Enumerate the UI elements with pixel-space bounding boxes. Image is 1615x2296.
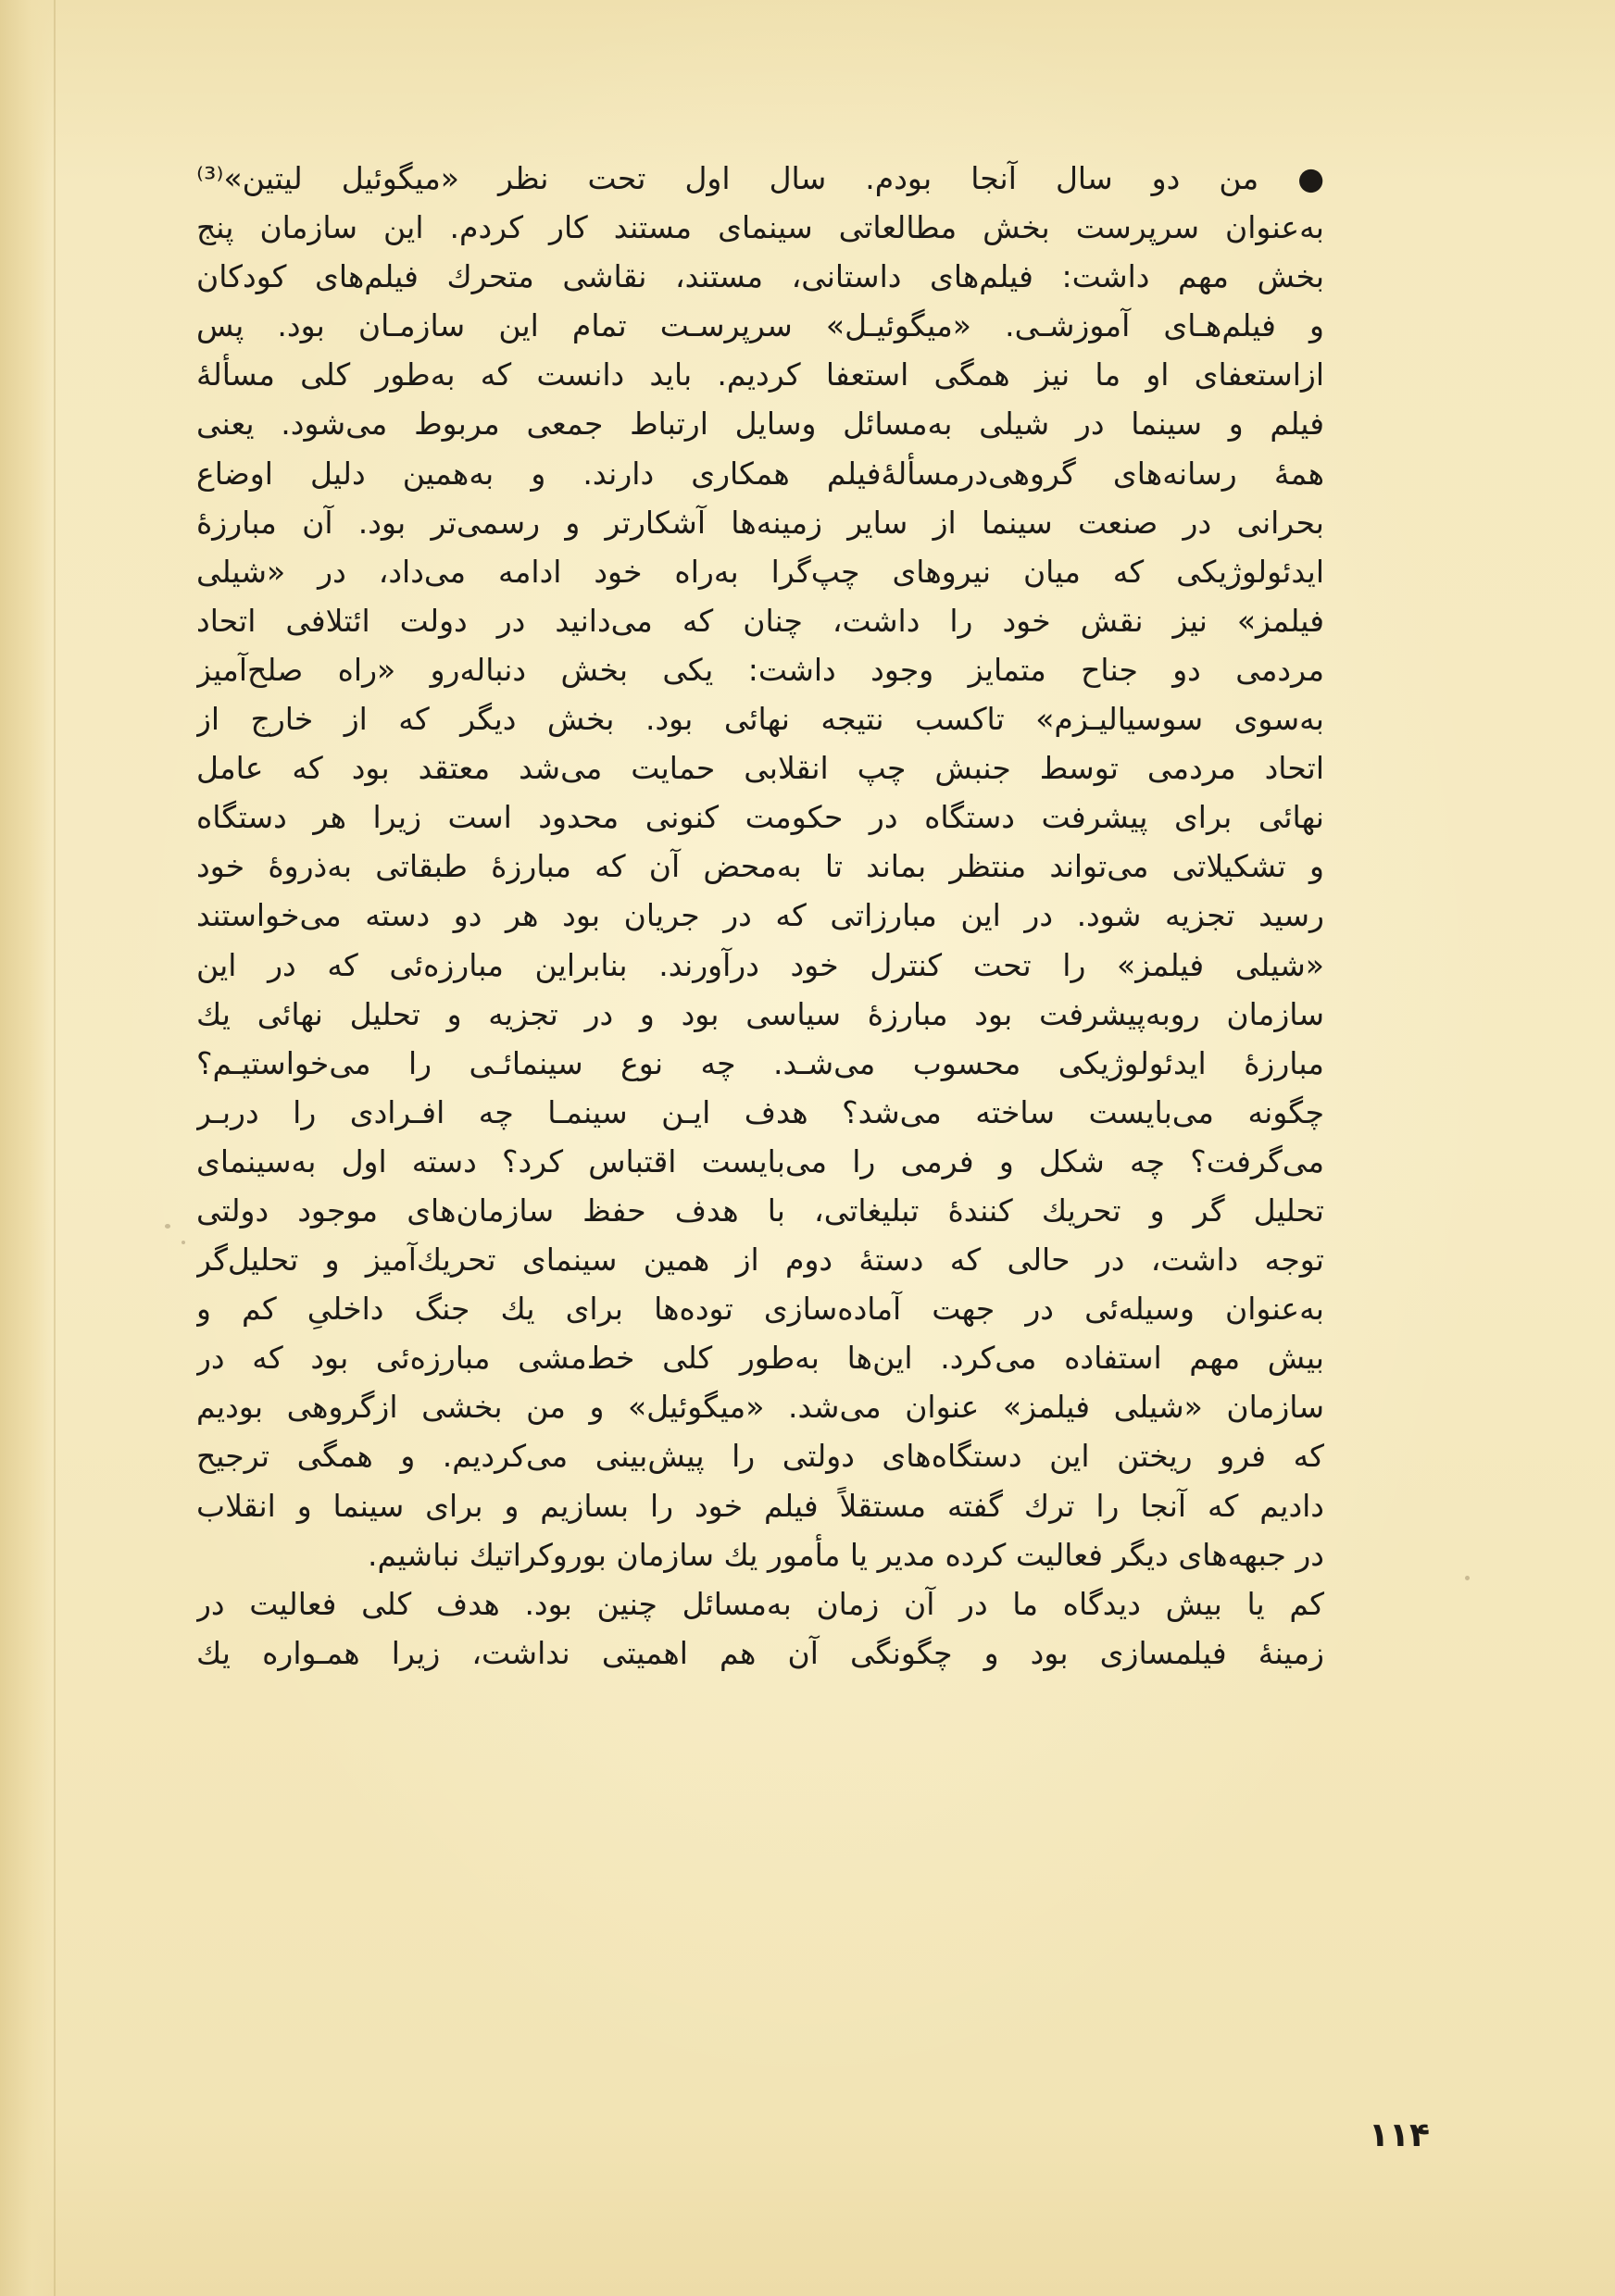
text-line: چگونه می‌بایست ساخته می‌شد؟ هدف ایـن سینمـا چه افـرادی را دربـر xyxy=(196,1093,1324,1130)
text-line: بیش مهم استفاده می‌کرد. این‌ها به‌طور کلی خط‌مشی مبارزه‌ئی بود که در xyxy=(196,1340,1324,1377)
text-line: رسید تجزیه شود. در این مبارزاتی که در جریان بود هر دو دسته می‌خواستند xyxy=(196,897,1324,934)
text-line: سازمان «شیلی فیلمز» عنوان می‌شد. «میگوئیل» و من بخشی ازگروهی بودیم xyxy=(196,1389,1324,1426)
text-line: به‌سوی سوسیالیـزم» تاکسب نتیجه نهائی بود. بخش دیگر که از خارج از xyxy=(196,701,1324,738)
text-line: ● من دو سال آنجا بودم. سال اول تحت نظر «میگوئیل لیتین»⁽³⁾ xyxy=(196,160,1324,196)
text-line: اتحاد مردمی توسط جنبش چپ انقلابی حمایت می‌شد معتقد بود که عامل xyxy=(196,750,1324,787)
text-line: مبارزۀ ایدئولوژیکی محسوب می‌شـد. چه نوع سینمائـی را می‌خواستیـم؟ xyxy=(196,1044,1324,1081)
text-line: زمینۀ فیلمسازی بود و چگونگی آن هم اهمیتی نداشت، زیرا همـواره یك xyxy=(196,1634,1324,1671)
text-line: در جبهه‌های دیگر فعالیت کرده مدیر یا مأمور یك سازمان بوروکراتیك نباشیم. xyxy=(368,1536,1324,1573)
text-line: و تشکیلاتی می‌تواند منتظر بماند تا به‌محض آن که مبارزۀ طبقاتی به‌ذروۀ خود xyxy=(196,848,1324,885)
paper-speck xyxy=(1465,1576,1470,1580)
text-line: و فیلم‌هـای آموزشـی. «میگوئیـل» سرپرسـت تمام این سازمـان بود. پس xyxy=(196,307,1324,344)
text-line: بحرانی در صنعت سینما از سایر زمینه‌ها آشکارتر و رسمی‌تر بود. آن مبارزۀ xyxy=(196,504,1324,541)
text-line: مردمی دو جناح متمایز وجود داشت: یکی بخش دنباله‌رو «راه صلح‌آمیز xyxy=(196,651,1324,688)
text-line: به‌عنوان سرپرست بخش مطالعاتی سینمای مستند کار کردم. این سازمان پنج xyxy=(196,209,1324,246)
text-line: ازاستعفای او ما نیز همگی استعفا کردیم. باید دانست که به‌طور کلی مسألۀ xyxy=(196,356,1324,393)
text-line: نهائی برای پیشرفت دستگاه در حکومت کنونی محدود است زیرا هر دستگاه xyxy=(196,799,1324,836)
text-line: کم یا بیش دیدگاه ما در آن زمان به‌مسائل چنین بود. هدف کلی فعالیت در xyxy=(196,1585,1324,1622)
text-line: بخش مهم داشت: فیلم‌های داستانی، مستند، نقاشی متحرك فیلم‌های کودکان xyxy=(196,258,1324,295)
page-number: ۱۱۴ xyxy=(1369,2116,1430,2154)
text-line: تحلیل گر و تحریك کنندۀ تبلیغاتی، با هدف حفظ سازمان‌های موجود دولتی xyxy=(196,1192,1324,1229)
paper-speck xyxy=(165,1224,170,1229)
paper-speck xyxy=(182,1241,185,1244)
text-line: همۀ رسانه‌های گروهی‌درمسألۀفیلم همکاری دارند. و به‌همین دلیل اوضاع xyxy=(196,455,1324,492)
page-binding-shadow xyxy=(0,0,52,2296)
text-line: دادیم که آنجا را ترك گفته مستقلاً فیلم خود را بسازیم و برای سینما و انقلاب xyxy=(196,1487,1324,1524)
text-line: توجه داشت، در حالی که دستۀ دوم از همین سینمای تحریك‌آمیز و تحلیل‌گر xyxy=(196,1242,1324,1279)
page-fold-line xyxy=(54,0,56,2296)
text-line: به‌عنوان وسیله‌ئی در جهت آماده‌سازی توده‌ها برای یك جنگ داخلیِ کم و xyxy=(196,1291,1324,1328)
body-text xyxy=(196,154,1324,1678)
text-line: می‌گرفت؟ چه شکل و فرمی را می‌بایست اقتباس کرد؟ دسته اول به‌سینمای xyxy=(196,1142,1324,1179)
text-line: سازمان روبه‌پیشرفت بود مبارزۀ سیاسی بود و در تجزیه و تحلیل نهائی یك xyxy=(196,995,1324,1032)
text-line: فیلم و سینما در شیلی به‌مسائل وسایل ارتباط جمعی مربوط می‌شود. یعنی xyxy=(196,406,1324,443)
text-line: که فرو ریختن این دستگاه‌های دولتی را پیش‌بینی می‌کردیم. و همگی ترجیح xyxy=(196,1438,1324,1475)
text-line: «شیلی فیلمز» را تحت کنترل خود درآورند. بنابراین مبارزه‌ئی که در این xyxy=(196,946,1324,983)
text-line: ایدئولوژیکی که میان نیروهای چپ‌گرا به‌راه خود ادامه می‌داد، در «شیلی xyxy=(196,553,1324,590)
text-line: فیلمز» نیز نقش خود را داشت، چنان که می‌دانید در دولت ائتلافی اتحاد xyxy=(196,602,1324,639)
